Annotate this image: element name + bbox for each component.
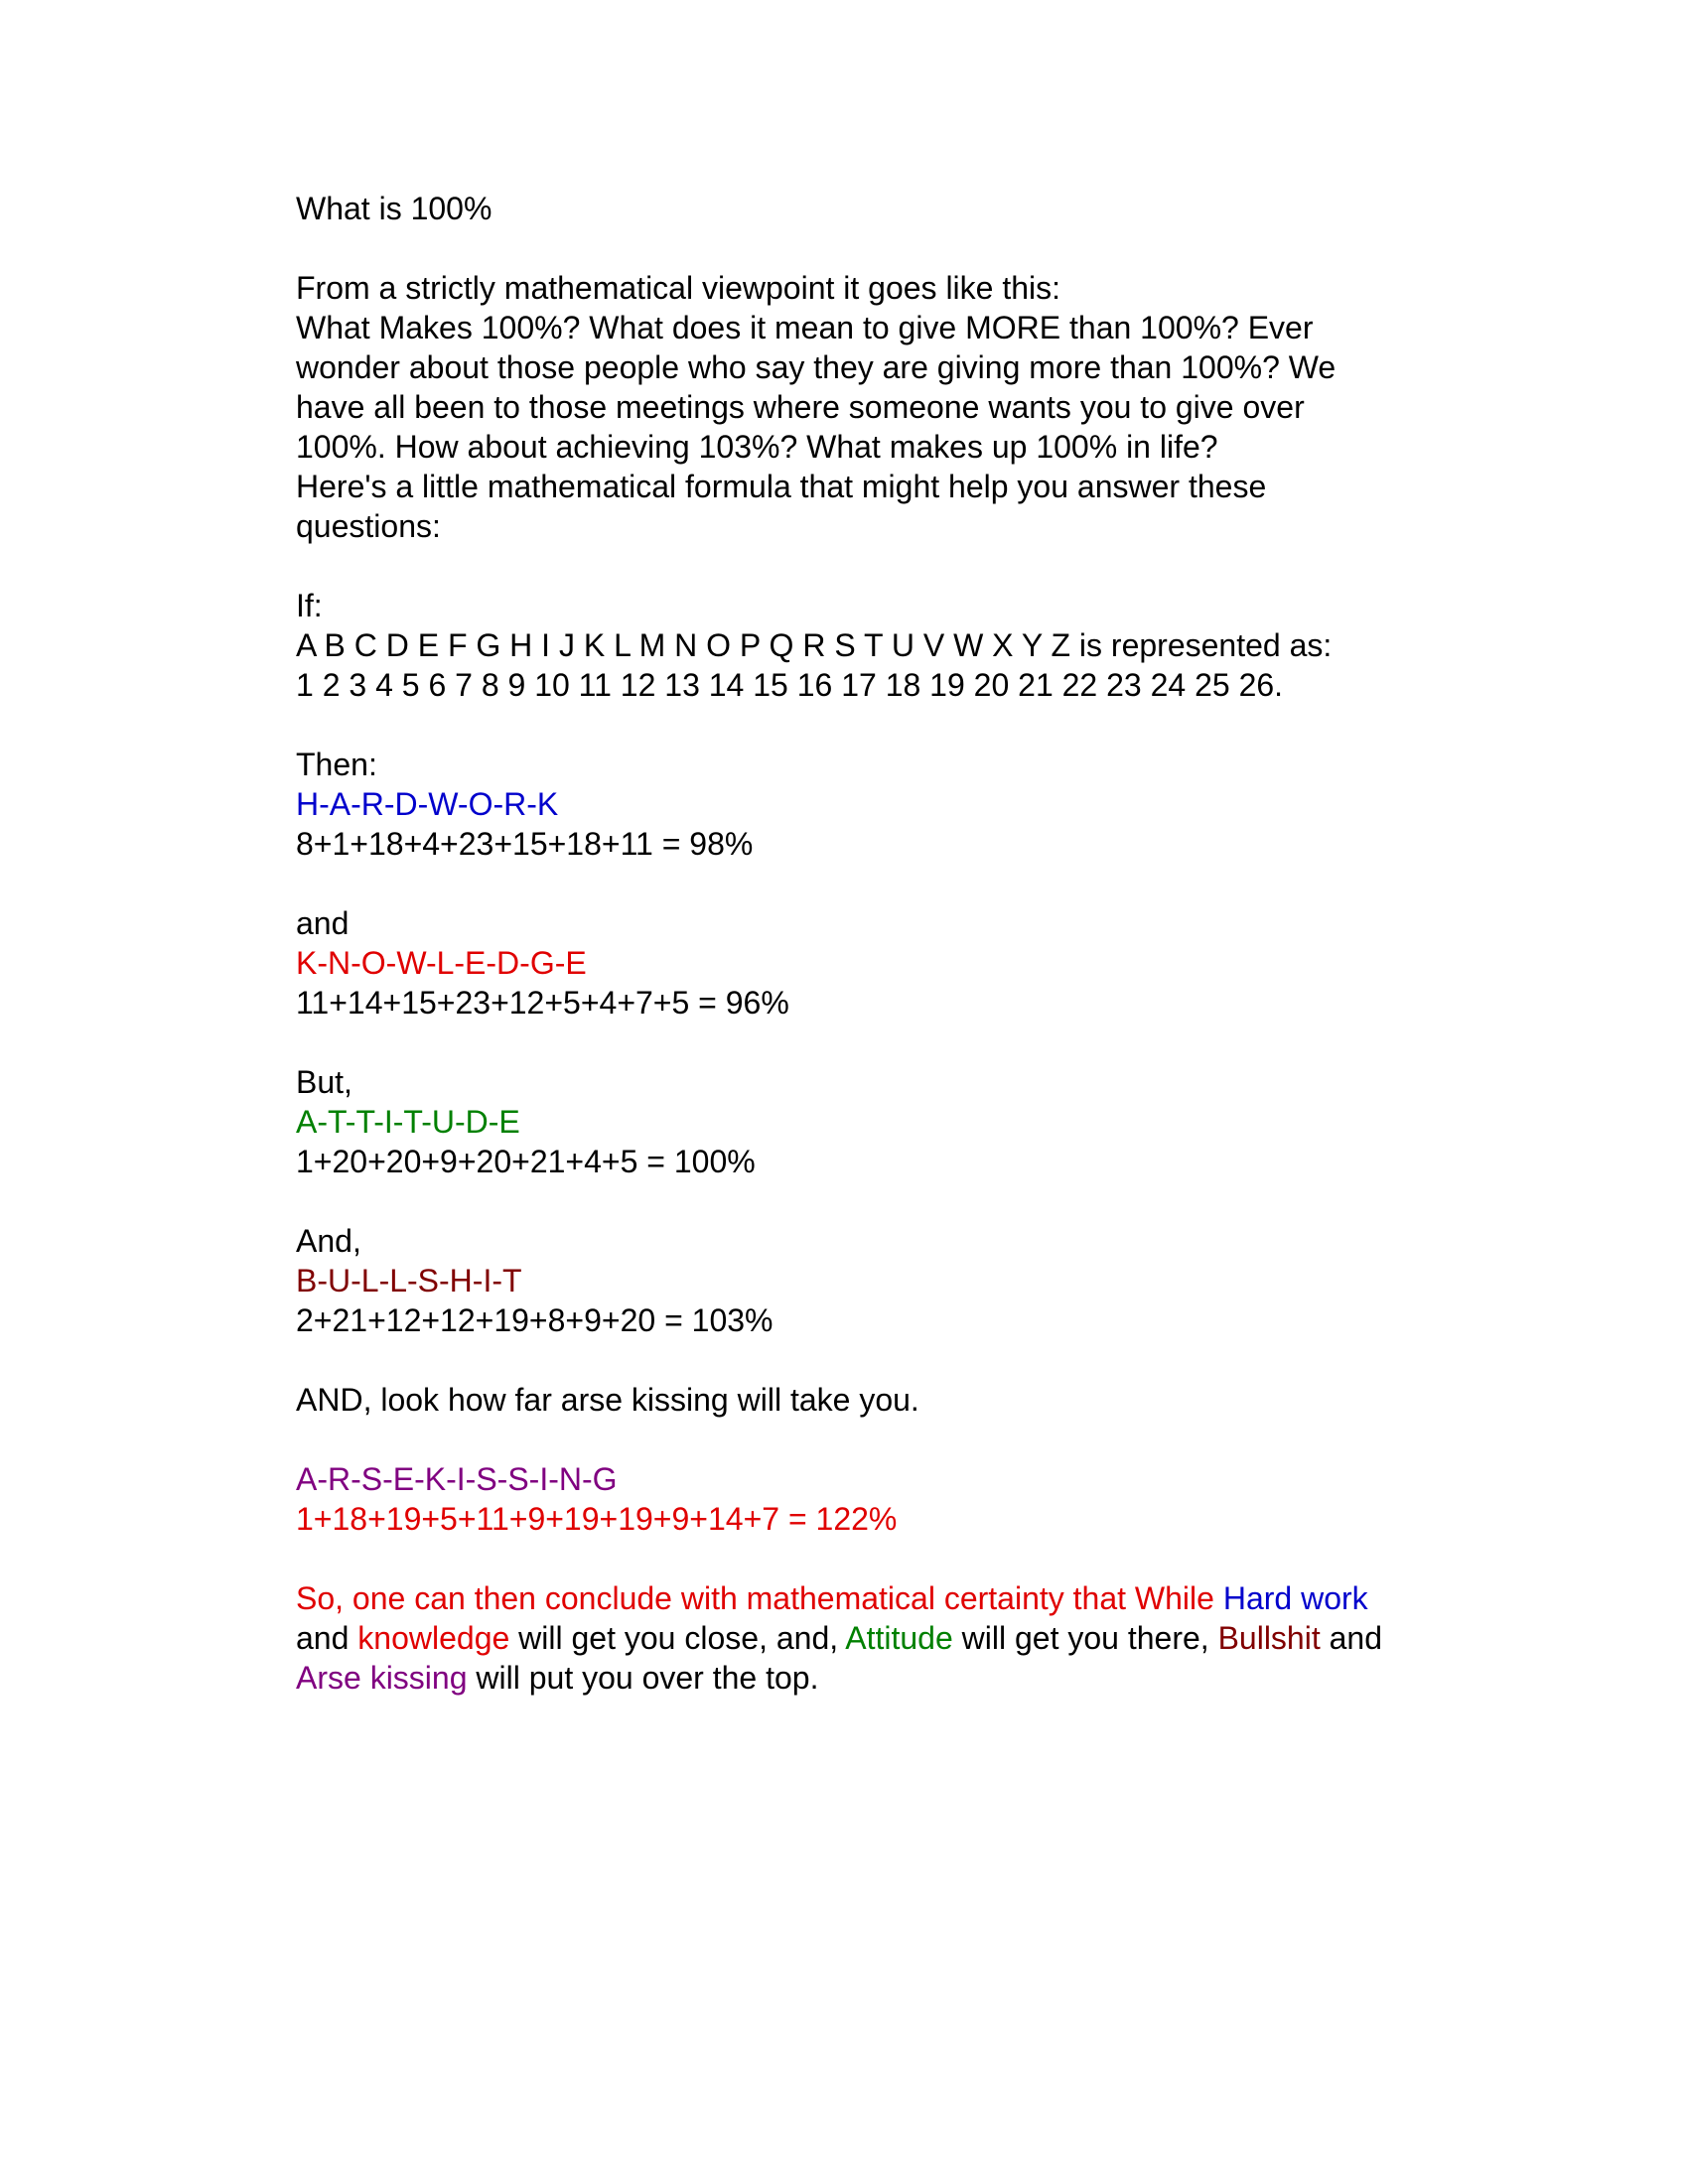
- numbers-line: 1 2 3 4 5 6 7 8 9 10 11 12 13 14 15 16 17 18 19 20 21 22 23 24 25 26.: [296, 667, 1284, 703]
- bullshit-sum: 2+21+12+12+19+8+9+20 = 103%: [296, 1302, 774, 1338]
- spacer: [296, 1420, 1438, 1459]
- conclusion-text: will get you there,: [952, 1620, 1218, 1656]
- attitude-word: A-T-T-I-T-U-D-E: [296, 1104, 520, 1140]
- spacer: [296, 1539, 1438, 1578]
- alphabet-line: A B C D E F G H I J K L M N O P Q R S T U V W X Y Z is represented as:: [296, 627, 1333, 663]
- intro-line: What Makes 100%? What does it mean to give MORE than 100%? Ever: [296, 310, 1314, 345]
- conclusion-text: will put you over the top.: [467, 1660, 819, 1696]
- spacer: [296, 705, 1438, 745]
- intro-line: Here's a little mathematical formula that might help you answer these: [296, 469, 1267, 504]
- then-label: Then:: [296, 747, 377, 782]
- and-label: and: [296, 905, 350, 941]
- arsekissing-word: A-R-S-E-K-I-S-S-I-N-G: [296, 1461, 618, 1497]
- arsekissing-sum: 1+18+19+5+11+9+19+19+9+14+7 = 122%: [296, 1501, 898, 1537]
- conclusion-text: and: [296, 1620, 358, 1656]
- conclusion-paragraph: [296, 1578, 1408, 1698]
- and2-label: And,: [296, 1223, 361, 1259]
- intro-line: have all been to those meetings where someone wants you to give over: [296, 389, 1305, 425]
- intro-line: wonder about those people who say they are giving more than 100%? We: [296, 349, 1336, 385]
- conclusion-arsekissing: Arse kissing: [296, 1660, 468, 1696]
- document-body: [296, 189, 1438, 1698]
- knowledge-word: K-N-O-W-L-E-D-G-E: [296, 945, 587, 981]
- but-label: But,: [296, 1064, 352, 1100]
- knowledge-sum: 11+14+15+23+12+5+4+7+5 = 96%: [296, 985, 789, 1021]
- intro-line: questions:: [296, 508, 441, 544]
- attitude-sum: 1+20+20+9+20+21+4+5 = 100%: [296, 1144, 756, 1179]
- spacer: [296, 546, 1438, 586]
- look-line: AND, look how far arse kissing will take you.: [296, 1382, 919, 1418]
- bullshit-word: B-U-L-L-S-H-I-T: [296, 1263, 522, 1298]
- conclusion-knowledge: knowledge: [357, 1620, 510, 1656]
- conclusion-attitude: Attitude: [845, 1620, 953, 1656]
- conclusion-hardwork: Hard work: [1222, 1580, 1368, 1616]
- conclusion-text: So, one can then conclude with mathematical certainty that While: [296, 1580, 1223, 1616]
- conclusion-text: and: [1320, 1620, 1382, 1656]
- spacer: [296, 1340, 1438, 1380]
- conclusion-bullshit: Bullshit: [1217, 1620, 1321, 1656]
- document-title: What is 100%: [296, 191, 492, 226]
- conclusion-text: will get you close, and,: [509, 1620, 846, 1656]
- hardwork-sum: 8+1+18+4+23+15+18+11 = 98%: [296, 826, 754, 862]
- if-label: If:: [296, 588, 323, 623]
- spacer: [296, 864, 1438, 903]
- spacer: [296, 1023, 1438, 1062]
- spacer: [296, 1181, 1438, 1221]
- hardwork-word: H-A-R-D-W-O-R-K: [296, 786, 559, 822]
- intro-line: From a strictly mathematical viewpoint it goes like this:: [296, 270, 1061, 306]
- intro-line: 100%. How about achieving 103%? What makes up 100% in life?: [296, 429, 1218, 465]
- spacer: [296, 228, 1438, 268]
